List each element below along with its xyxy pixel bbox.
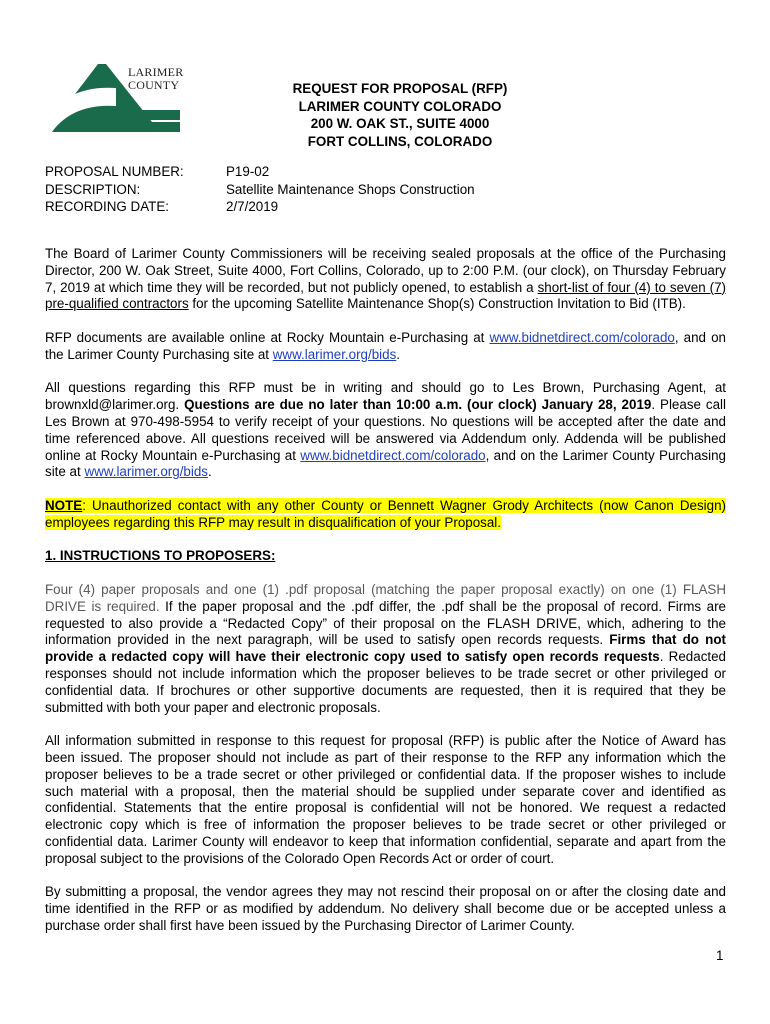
- paragraph-documents: [45, 330, 726, 364]
- announcement-text-end: for the upcoming Satellite Maintenance Shop(s) Construction Invitation to Bid (ITB).: [188, 296, 686, 312]
- section-heading-instructions: 1. INSTRUCTIONS TO PROPOSERS:: [45, 548, 276, 564]
- document-title: [200, 80, 600, 150]
- description-row: [45, 181, 475, 199]
- paragraph-announcement: [45, 246, 726, 313]
- questions-text-end: .: [207, 464, 212, 480]
- questions-text-mid: . Please call Les Brown at 970-498-5954 to verify receipt of your questions. No questions will be accepted after the date and time referenced above. All questions received will be answered via Addendum only. Addenda will be published online at Rocky Mountain e-Purchasing at: [45, 397, 726, 463]
- paragraph-questions: [45, 380, 726, 481]
- title-line-3: 200 W. OAK ST., SUITE 4000: [310, 116, 490, 131]
- submission-requirement: Four (4) paper proposals and one (1) .pdf proposal (matching the paper proposal exactly) on one (1) FLASH DRIVE is required.: [45, 581, 726, 614]
- title-line-1: REQUEST FOR PROPOSAL (RFP): [292, 81, 508, 96]
- description-value: Satellite Maintenance Shops Construction: [226, 181, 475, 197]
- title-line-4: FORT COLLINS, COLORADO: [307, 133, 493, 149]
- description-label: DESCRIPTION:: [45, 181, 141, 197]
- larimer-bids-link[interactable]: www.larimer.org/bids: [272, 346, 397, 362]
- note-text: : Unauthorized contact with any other County or Bennett Wagner Grody Architects (now Canon Design) employees regarding this RFP may result in disqualification of your Proposal.: [45, 497, 726, 530]
- submission-text: If the paper proposal and the .pdf differ, the .pdf shall be the proposal of record. Firms are requested to also provide a “Redacted Copy” of their proposal on the FLASH DRIVE, which, adhering to the information provided in the next paragraph, will be used to satisfy open records requests.: [45, 598, 726, 648]
- paragraph-submission: [45, 582, 726, 716]
- bidnet-link[interactable]: www.bidnetdirect.com/colorado: [489, 329, 675, 345]
- larimer-bids-link-2[interactable]: www.larimer.org/bids: [84, 464, 208, 480]
- submission-text-end: . Redacted responses should not include information which the proposer believes to be trade secret or other privileged or confidential data. If brochures or other supportive documents are requested, then it is required that they be submitted with both your paper and electronic proposals.: [45, 649, 727, 715]
- document-body: [45, 246, 726, 951]
- announcement-text: The Board of Larimer County Commissioners will be receiving sealed proposals at the office of the Purchasing Director, 200 W. Oak Street, Suite 4000, Fort Collins, Colorado, up to 2:00 P.M. (our clock), on Thursday February 7, 2019 at which time they will be recorded, but not publicly opened, to establish a: [45, 246, 726, 295]
- proposal-meta: [45, 163, 475, 216]
- redacted-copy-warning: Firms that do not provide a redacted copy will have their electronic copy used to satisfy open records requests: [45, 632, 726, 665]
- questions-text: All questions regarding this RFP must be in writing and should go to Les Brown, Purchasing Agent, at brownxld@larimer.org.: [45, 380, 726, 413]
- proposal-number-value: P19-02: [226, 164, 270, 179]
- documents-text-mid: , and on the Larimer County Purchasing site at: [45, 329, 726, 362]
- recording-date-row: [45, 198, 475, 216]
- questions-text-mid-2: , and on the Larimer County Purchasing site at: [45, 447, 726, 480]
- title-line-2: LARIMER COUNTY COLORADO: [298, 98, 502, 114]
- bidnet-link-2[interactable]: www.bidnetdirect.com/colorado: [300, 447, 486, 463]
- shortlist-text: short-list of four (4) to seven (7) pre-qualified contractors: [45, 279, 726, 312]
- logo-line-1: LARIMER: [128, 65, 184, 79]
- documents-text-end: .: [396, 346, 401, 362]
- logo-line-2: COUNTY: [128, 78, 180, 92]
- paragraph-rescind: By submitting a proposal, the vendor agrees they may not rescind their proposal on or after the closing date and time identified in the RFP or as modified by addendum. No delivery shall become due or be accepted unless a purchase order shall first have been issued by the Purchasing Director of Larimer County.: [45, 884, 726, 933]
- note-paragraph: [45, 498, 726, 532]
- documents-text: RFP documents are available online at Rocky Mountain e-Purchasing at: [45, 329, 490, 345]
- proposal-number-row: [45, 163, 475, 181]
- page-number: 1: [716, 948, 724, 963]
- proposal-number-label: PROPOSAL NUMBER:: [45, 164, 184, 179]
- note-label: NOTE: [45, 497, 83, 513]
- questions-deadline: Questions are due no later than 10:00 a.m. (our clock) January 28, 2019: [184, 397, 652, 413]
- logo-wordmark: [128, 66, 188, 92]
- paragraph-public-information: All information submitted in response to this request for proposal (RFP) is public after the Notice of Award has been issued. The proposer should not include as part of their response to the RFP any information which the proposer believes to be a trade secret or other privileged or confidential data. If the proposer wishes to include such material with a proposal, then the material should be supplied under separate cover and identified as confidential. Statements that the entire proposal is confidential will not be honored. We request a redacted electronic copy which is free of information the proposer believes to be trade secret or other privileged or confidential data. Larimer County will endeavor to keep that information confidential, separate and apart from the proposal subject to the provisions of the Colorado Open Records Act or order of court.: [45, 733, 726, 866]
- recording-date-value: 2/7/2019: [226, 199, 279, 214]
- recording-date-label: RECORDING DATE:: [45, 199, 169, 214]
